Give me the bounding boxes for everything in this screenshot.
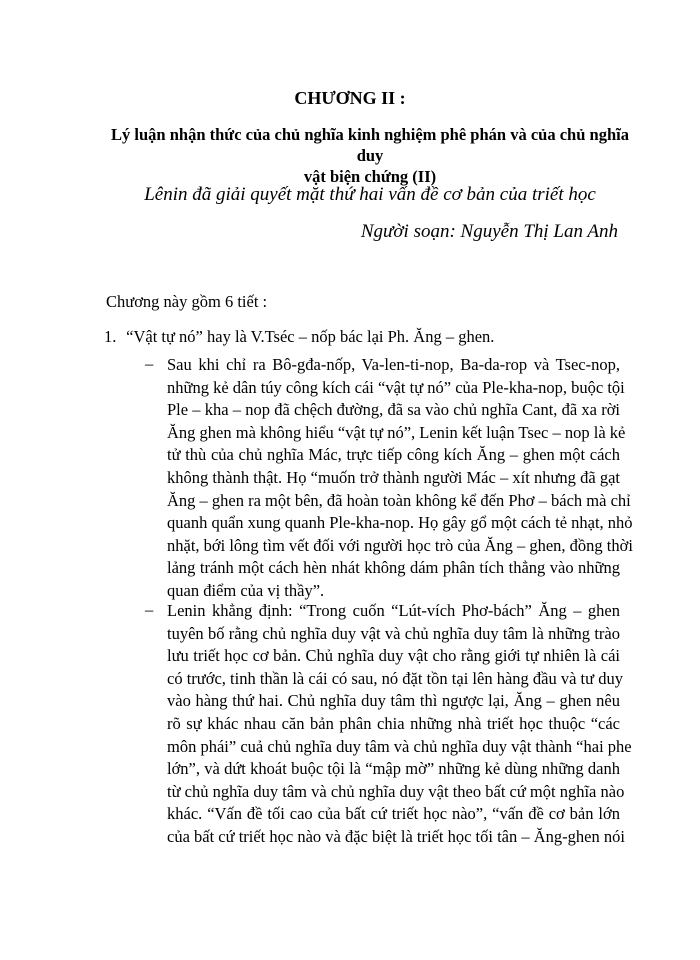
text-line: tử thù của chủ nghĩa Mác, trực tiếp công kích Ăng – ghen một cách — [167, 445, 620, 465]
chapter-heading: CHƯƠNG II : — [294, 88, 406, 108]
text-line: lảng tránh một cách hèn nhát không dám phân tích thẳng vào những — [167, 558, 620, 578]
list-item-1 — [104, 327, 494, 347]
text-line: từ chủ nghĩa duy tâm và chủ nghĩa duy vật theo bất cứ một nghĩa nào — [167, 781, 625, 801]
chapter-subtitle — [100, 124, 640, 187]
bullet-text — [167, 354, 633, 603]
text-line: rõ sự khác nhau căn bản phân chia những nhà triết học thuộc “các — [167, 713, 620, 733]
text-line: tuyên bố rằng chủ nghĩa duy vật và chủ nghĩa duy tâm là những trào — [167, 623, 620, 643]
bullet-text — [167, 600, 632, 849]
text-line: không thành thật. Họ “muốn trở thành người Mác – xít nhưng đã gạt — [167, 467, 620, 487]
dash-bullet-icon: – — [145, 354, 154, 373]
dash-bullet-icon: – — [145, 600, 154, 619]
list-item-text: “Vật tự nó” hay là V.Tséc – nốp bác lại Ph. Ăng – ghen. — [126, 327, 495, 346]
subtitle-line: Lý luận nhận thức của chủ nghĩa kinh nghiệm phê phán và của chủ nghĩa duy — [111, 125, 629, 165]
text-line: Sau khi chỉ ra Bô-gđa-nốp, Va-len-ti-nop, Ba-da-rop và Tsec-nop, — [167, 355, 620, 374]
text-line: nhặt, bới lông tìm vết đối với người học trò của Ăng – ghen, đồng thời — [167, 535, 633, 555]
text-line: của bất cứ triết học nào và đặc biệt là triết học tối tân – Ăng-ghen nói — [167, 826, 625, 846]
text-line: lưu triết học cơ bản. Chủ nghĩa duy vật cho rằng giới tự nhiên là cái — [167, 646, 620, 666]
intro-text: Chương này gồm 6 tiết : — [106, 292, 268, 311]
text-line: quanh quẩn xung quanh Ple-kha-nop. Họ gây gổ một cách tẻ nhạt, nhỏ — [167, 513, 633, 533]
text-line: quan điểm của vị thầy”. — [167, 580, 325, 600]
text-line: Lenin khẳng định: “Trong cuốn “Lút-vích Phơ-bách” Ăng – ghen — [167, 601, 620, 620]
author-line: Người soạn: Nguyễn Thị Lan Anh — [360, 221, 618, 242]
section-title: Lênin đã giải quyết mặt thứ hai vấn đề cơ bản của triết học — [144, 184, 596, 205]
text-line: những kẻ dân túy công kích cái “vật tự nó” của Ple-kha-nop, buộc tội — [167, 377, 625, 397]
list-number: 1. — [104, 327, 117, 346]
text-line: lớn”, và dứt khoát buộc tội là “mập mờ” những kẻ dùng những danh — [167, 759, 620, 779]
text-line: Ple – kha – nop đã chệch đường, đã sa vào chủ nghĩa Cant, đã xa rời — [167, 400, 620, 420]
subtitle-line: vật biện chứng (II) — [303, 167, 437, 186]
text-line: có trước, tinh thần là cái có sau, nó đặt tồn tại lên hàng đầu và tư duy — [167, 668, 623, 688]
text-line: khác. “Vấn đề tối cao của bất cứ triết học nào”, “vấn đề cơ bản lớn — [167, 804, 620, 824]
text-line: vào hàng thứ hai. Chủ nghĩa duy tâm thì ngược lại, Ăng – ghen nêu — [167, 691, 620, 711]
text-line: Ăng – ghen ra một bên, đã hoàn toàn không kể đến Phơ – bách mà chỉ — [167, 490, 631, 510]
text-line: Ăng ghen mà không hiểu “vật tự nó”, Lenin kết luận Tsec – nop là kẻ — [167, 422, 626, 442]
text-line: môn phái” cuả chủ nghĩa duy tâm và chủ nghĩa duy vật thành “hai phe — [167, 736, 632, 756]
